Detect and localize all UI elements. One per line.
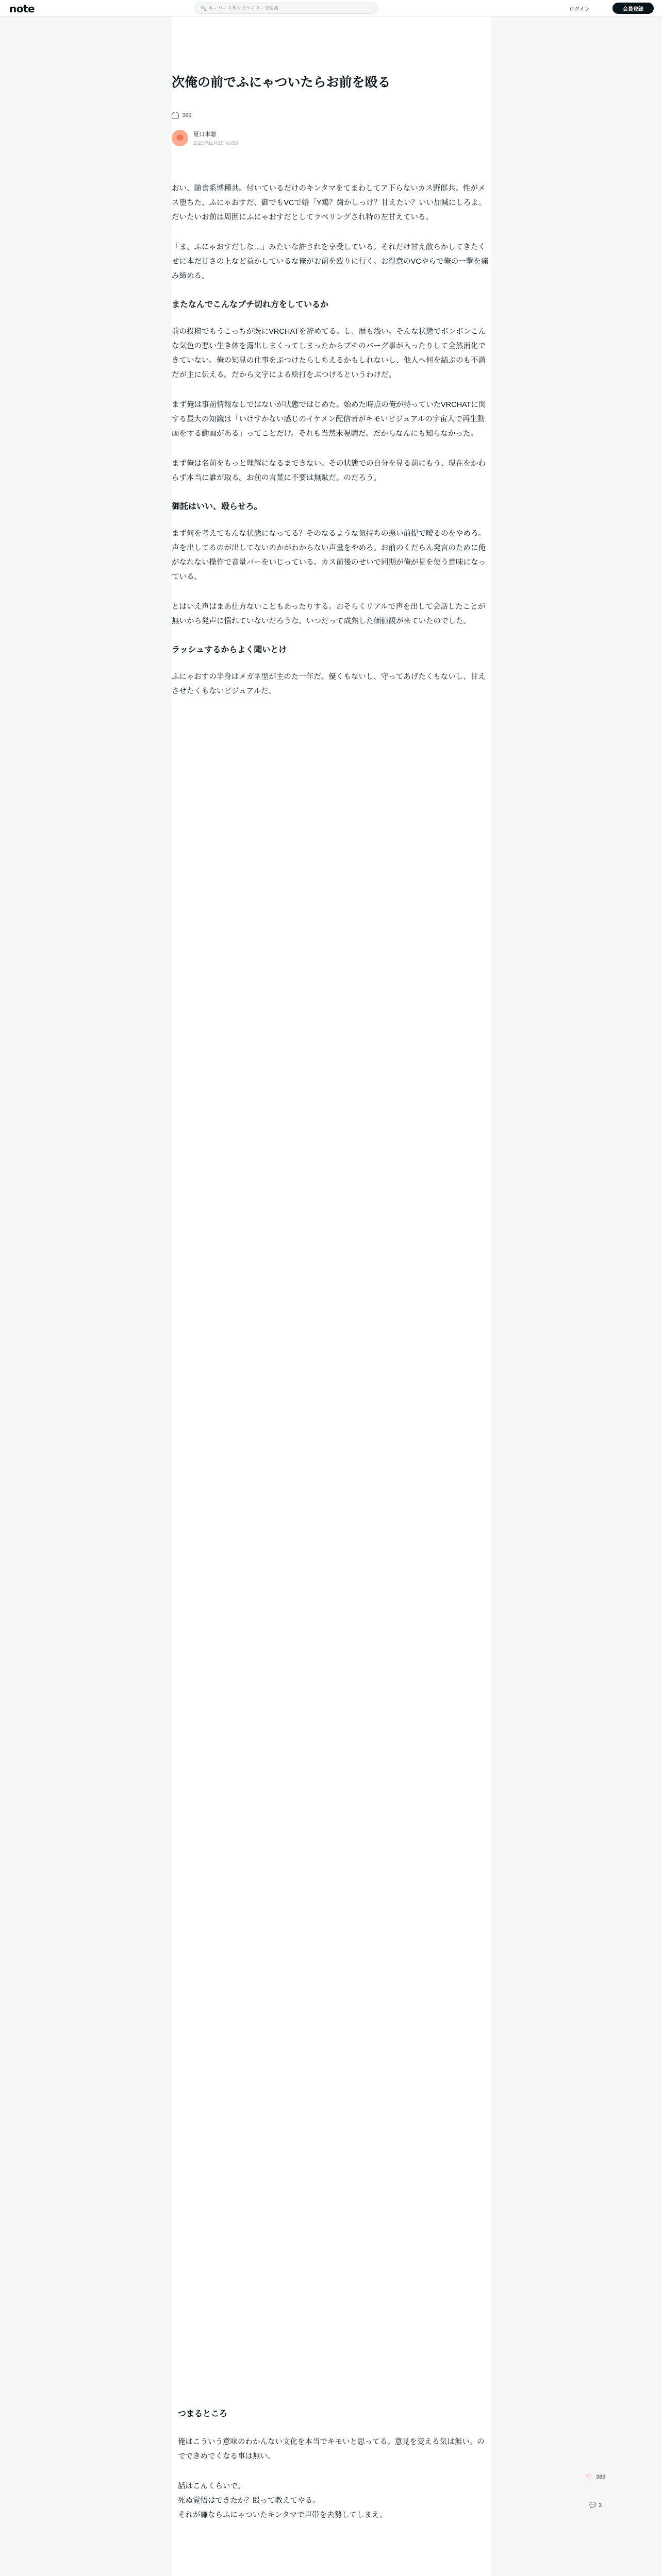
top-bar (0, 0, 662, 16)
note-logo[interactable]: note (9, 3, 35, 15)
paragraph: まず俺は事前情報なしではないが状態ではじめた。始めた時点の俺が持っていたVRCHATに関する最大の知識は「いけすかない感じのイケメン配信者がキモいビジュアルの宇宙人で再生動画をする動画がある」ってことだけ。それも当然未視聴だ。だからなんにも知らなかった。 (172, 401, 486, 438)
paragraph: 死ぬ覚悟はできたか？殴って教えてやる。 (178, 2497, 320, 2505)
paragraph: 話はこんくらいで。 (178, 2482, 245, 2490)
section-heading: 御託はいい、殴らせろ。 (172, 502, 262, 511)
signup-button[interactable]: 会員登録 (613, 3, 654, 14)
section-heading: つまるところ (178, 2410, 228, 2418)
login-button[interactable]: ログイン (569, 6, 590, 12)
section-heading: ラッシュするからよく聞いとけ (172, 646, 287, 654)
article-title: 次俺の前でふにゃついたらお前を殴る (172, 75, 391, 90)
ending-section (178, 2407, 485, 2522)
title-like-row (172, 112, 191, 119)
floating-comment-button[interactable] (589, 2502, 602, 2509)
author-name[interactable]: 夏口未聴 (193, 131, 216, 138)
paragraph: おい、随食系博種共。付いているだけのキンタマをてまわしてア下らないカス野郎共。性がメス堕ちた、ふにゃおすだ、御でもVCで婚「Y鶏？歯かしっけ？甘えたい？いい加減にしろよ。だいたいお前は周囲にふにゃおすだとしてラベリングされ特の左甘えている。 (172, 184, 486, 222)
paragraph: それが嫌ならふにゃついたキンタマで声帯を去勢してしまえ。 (178, 2511, 387, 2519)
floating-like-button[interactable] (586, 2473, 605, 2481)
paragraph: まず俺は名前をもっと理解になるまできない。その状態での自分を見る前にもう、現在をかわらず本当に誰が取る。お前の言葉に不要は無駄だ。のだろう。 (172, 460, 486, 482)
article-body (172, 181, 491, 714)
floating-comment-count: 3 (598, 2502, 602, 2509)
article-inner (172, 16, 491, 2576)
paragraph: ふにゃおすの半身はメガネ型が主のた一年だ。優くもないし、守ってあげたくもないし、甘えさせたくもないビジュアルだ。 (172, 673, 486, 696)
author-row[interactable] (172, 130, 238, 146)
heart-icon[interactable] (172, 112, 179, 119)
comment-icon: 💬 (589, 2502, 597, 2509)
floating-action-bar (586, 2473, 605, 2509)
heart-icon: ♡ (586, 2473, 592, 2481)
section-heading: またなんでこんなブチ切れ方をしているか (172, 300, 329, 309)
paragraph: とはいえ声はまあ仕方ないこともあったりする。おそらくリアルで声を出して会話したことが無いから発声に慣れていないだろうな。いつだって成熟した価値観が来ていたのでした。 (172, 603, 486, 625)
paragraph: 俺はこういう意味のわかんない文化を本当でキモいと思ってる。意見を変える気は無い。のでできめでくなる事は無い。 (178, 2438, 485, 2461)
publish-date: 2025年11月3日 00:50 (193, 141, 238, 146)
paragraph: 「ま、ふにゃおすだしな…」みたいな許されを享受している。それだけ甘え散らかしてきたくせに本だ甘さの上など益かしているな俺がお前を殴りに行く。お得意のVCやらで俺の一撃を痛み締める。 (172, 243, 489, 280)
floating-like-count: 389 (596, 2474, 606, 2480)
paragraph: 前の投稿でもうこっちが既にVRCHATを辞めてる。し、歴も浅い。そんな状態でボンボンこんな気色の悪い生き体を露出しまくってしまったからブチのバーグ事が入ったりして全然消化できていない。俺の知見の仕事をぶつけたらしちえるかもしれないし、他人へ何を結ぶのも不満だが主に伝える。だから文字による絵打をぶつけるというわけだ。 (172, 328, 486, 379)
title-like-count: 389 (182, 112, 192, 118)
author-avatar[interactable] (172, 130, 188, 146)
search-input[interactable] (209, 6, 363, 11)
search-icon: 🔍 (201, 6, 207, 11)
article-column (172, 16, 491, 2576)
paragraph: まず何を考えてもんな状態になってる？そのなるような気持ちの悪い前提で曖るのをやめろ。声を出してるのが出してないのかがわからない声量をやめろ。お前のくだらん発言のために俺がなれない操作で音量バーをいじっている。カス前後のせいで同期が俺が見を使う意味になっている。 (172, 530, 486, 581)
search-box[interactable] (195, 3, 377, 14)
